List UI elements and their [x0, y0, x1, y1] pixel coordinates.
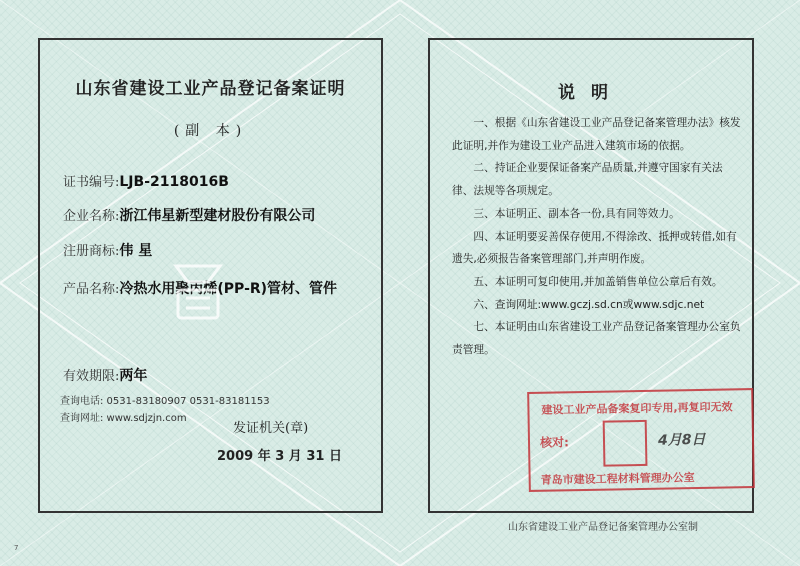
issuing-authority: 发证机关(章) — [233, 421, 309, 436]
validity-field — [63, 365, 147, 385]
field-value: LJB-2118016B — [119, 174, 229, 190]
copy-verification-stamp — [527, 388, 755, 492]
instruction-item: 三、本证明正、副本各一份,具有同等效力。 — [473, 206, 680, 220]
instruction-item: 一、根据《山东省建设工业产品登记备案管理办法》核发此证明,并作为建设工业产品进入建筑市场的依据。 — [452, 116, 741, 152]
instructions-title: 说明 — [558, 83, 624, 103]
field-label: 产品名称: — [63, 282, 120, 297]
company-name-field — [63, 205, 315, 225]
query-phone: 查询电话: 0531-83180907 0531-83181153 — [60, 396, 270, 407]
stamp-line-1: 建设工业产品备案复印专用,再复印无效 — [541, 400, 733, 417]
instruction-item: 七、本证明由山东省建设工业产品登记备案管理办公室负责管理。 — [452, 320, 741, 357]
instruction-item: 六、查询网址:www.gczj.sd.cn或www.sdjc.net — [473, 297, 705, 311]
instruction-item: 二、持证企业要保证备案产品质量,并遵守国家有关法律、法规等各项规定。 — [452, 161, 723, 198]
certificate-left-panel — [38, 38, 383, 513]
stamp-line-3: 青岛市建设工程材料管理办公室 — [540, 471, 695, 487]
field-value: 两年 — [119, 368, 148, 384]
copy-subtitle: (副 本) — [173, 123, 248, 139]
certificate-number-field — [63, 171, 229, 190]
instructions-list — [452, 112, 742, 362]
field-value: 伟 星 — [119, 243, 153, 259]
field-value: 浙江伟星新型建材股份有限公司 — [119, 208, 316, 224]
certificate-title: 山东省建设工业产品登记备案证明 — [75, 79, 346, 99]
faint-logo-watermark — [168, 260, 228, 326]
field-label: 证书编号: — [63, 175, 120, 190]
field-value: 冷热水用聚丙烯(PP-R)管材、管件 — [119, 281, 338, 297]
handwritten-date: 4月8日 — [657, 431, 706, 449]
instruction-item: 四、本证明要妥善保存使用,不得涂改、抵押或转借,如有遗失,必须报告备案管理部门,并声明作废。 — [452, 229, 737, 266]
issue-date: 2009 年 3 月 31 日 — [217, 449, 342, 464]
field-label: 企业名称: — [63, 209, 120, 224]
footer-issuer-note: 山东省建设工业产品登记备案管理办公室制 — [508, 522, 698, 533]
corner-mark: 7 — [14, 544, 19, 552]
stamp-line-2: 核对: — [539, 435, 569, 450]
field-label: 注册商标: — [63, 244, 120, 259]
field-label: 有效期限: — [63, 369, 120, 384]
query-website: 查询网址: www.sdjzjn.com — [60, 413, 187, 424]
trademark-field — [63, 240, 152, 260]
small-seal-icon — [603, 420, 648, 467]
instruction-item: 五、本证明可复印使用,并加盖销售单位公章后有效。 — [473, 274, 723, 288]
